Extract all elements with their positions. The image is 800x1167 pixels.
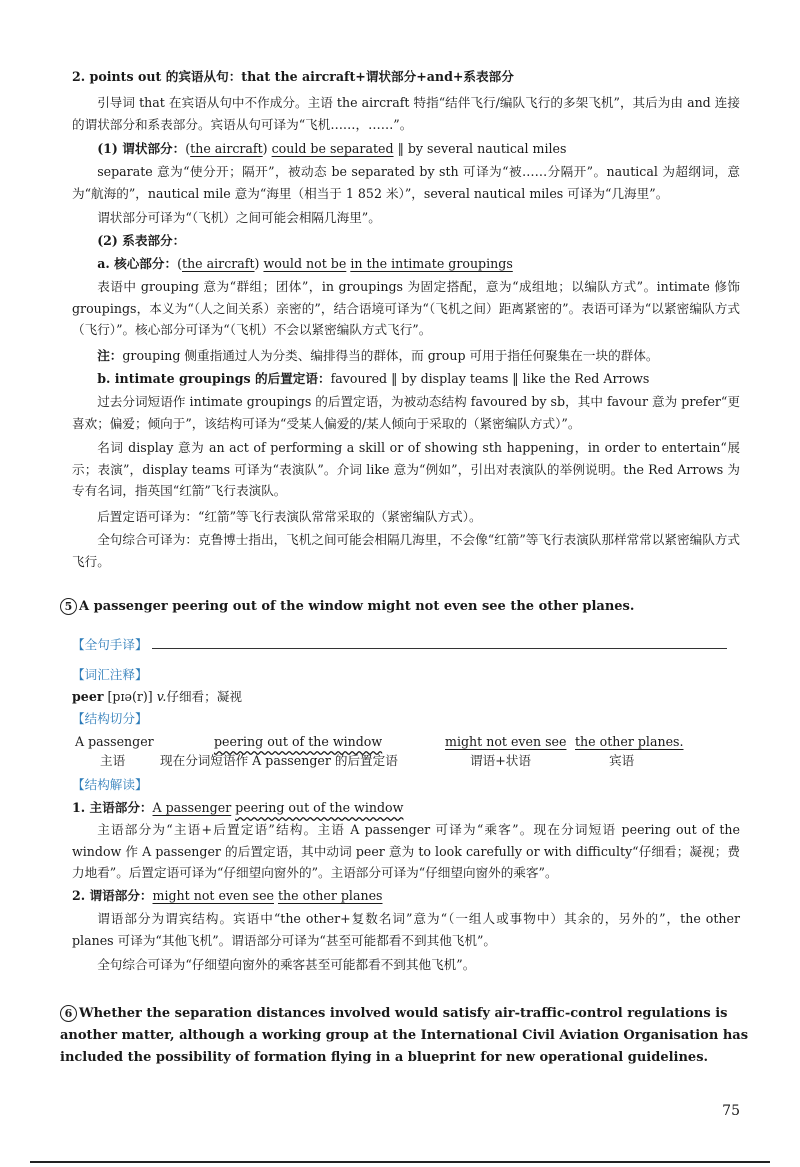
subsection-label: (1) 谓状部分：	[97, 141, 186, 156]
post-modifier-text: favoured ‖ by display teams ‖ like the Red Arrows	[330, 371, 650, 386]
predicate-part-label: 2. 谓语部分：	[72, 888, 153, 903]
adverbial-phrase: ‖ by several nautical miles	[397, 141, 567, 156]
sentence-number: 6	[60, 1005, 77, 1022]
vocab-pos: v.	[156, 689, 167, 704]
sentence-number: 5	[60, 598, 77, 615]
translation-blank[interactable]	[152, 636, 727, 649]
sentence-5	[60, 596, 750, 618]
full-translation-line	[72, 634, 740, 656]
predicate-part	[72, 885, 740, 907]
full-translation-label: 【全句手译】	[72, 637, 148, 652]
vocab-label: 【词汇注释】	[72, 667, 148, 682]
paragraph: 后置定语可译为：“红箭”等飞行表演队常常采取的（紧密编队方式）。	[97, 509, 482, 524]
structure-label: 【结构切分】	[72, 711, 148, 726]
sentence-text: Whether the separation distances involved would satisfy air-traffic-control regulations is another matter, although a working group at the International Civil Aviation Organisation has included the possibility of formation flying in a blueprint for new operational guidelines.	[60, 1006, 749, 1065]
subsection-2-label: (2) 系表部分：	[97, 233, 186, 248]
vocab-definition: 仔细看；凝视	[166, 689, 242, 704]
subject-word: A passenger	[152, 800, 232, 815]
segment-label: 谓语+状语	[470, 753, 531, 768]
sentence-6	[60, 1003, 750, 1069]
subject-part	[72, 797, 740, 819]
paragraph: 过去分词短语作 intimate groupings 的后置定语，为被动态结构 favoured by sb，其中 favour 意为 prefer“更喜欢；偏爱；倾向于”，该结构可译为“受某人偏爱的/某人倾向于采取的（紧密编队方式）”。	[72, 394, 740, 431]
reading-label: 【结构解读】	[72, 777, 148, 792]
vocab-word: peer	[72, 689, 104, 704]
paragraph: 引导词 that 在宾语从句中不作成分。主语 the aircraft 特指“结伴飞行/编队飞行的多架飞机”，其后为由 and 连接的谓状部分和系表部分。宾语从句可译为“飞机……，……”。	[72, 95, 740, 132]
core-part-label: a. 核心部分：	[97, 256, 178, 271]
paragraph: separate 意为“使分开；隔开”，被动态 be separated by sth 可译为“被……分隔开”。nautical 为超纲词，意为“航海的”，nautical mile 意为“海里（相当于 1 852 米）”，several nautical miles 可译为“几海里”。	[72, 164, 740, 201]
segment-label: 现在分词短语作 A passenger 的后置定语	[160, 753, 398, 768]
subject-part-label: 1. 主语部分：	[72, 800, 153, 815]
subject-phrase: the aircraft	[190, 141, 263, 156]
paragraph: 主语部分为“主语+后置定语”结构。主语 A passenger 可译为“乘客”。现在分词短语 peering out of the window 作 A passenger 的后置定语，其中动词 peer 意为 to look carefully or with difficulty“仔细看；凝视；费力地看”。后置定语可译为“仔细望向窗外的”。主语部分可译为“仔细望向窗外的乘客”。	[72, 822, 740, 881]
segment-label: 宾语	[609, 753, 635, 768]
segment-label: 主语	[100, 753, 126, 768]
paragraph: 全句综合可译为“仔细望向窗外的乘客甚至可能都看不到其他飞机”。	[97, 957, 476, 972]
predicate-phrase: would not be	[263, 256, 347, 271]
object-word: the other planes	[278, 888, 383, 903]
core-part: a. 核心部分：(the aircraft) would not be in the intimate groupings	[97, 256, 513, 271]
sentence-text: A passenger peering out of the window might not even see the other planes.	[79, 599, 635, 614]
section-heading-2: 2. points out 的宾语从句：that the aircraft+谓状部分+and+系表部分	[72, 69, 514, 84]
paragraph: 谓语部分为谓宾结构。宾语中“the other+复数名词”意为“（一组人或事物中）其余的，另外的”，the other planes 可译为“其他飞机”。谓语部分可译为“甚至可能都看不到其他飞机”。	[72, 911, 740, 948]
paragraph: 名词 display 意为 an act of performing a skill or of showing sth happening，in order to entertain“展示；表演”，display teams 可译为“表演队”。介词 like 意为“例如”，引出对表演队的举例说明。the Red Arrows 为专有名词，指英国“红箭”飞行表演队。	[72, 440, 740, 499]
note-label: 注：	[97, 348, 123, 363]
vocab-entry	[72, 686, 740, 708]
segment-object: the other planes.	[575, 734, 684, 749]
paragraph: 谓状部分可译为“（飞机）之间可能会相隔几海里”。	[97, 210, 381, 225]
predicate-word: might not even see	[152, 888, 274, 903]
post-modifier	[72, 368, 740, 390]
subsection-1: (1) 谓状部分：(the aircraft) could be separated ‖ by several nautical miles	[97, 141, 567, 156]
post-modifier-label: b. intimate groupings 的后置定语：	[97, 371, 331, 386]
complement-phrase: in the intimate groupings	[350, 256, 513, 271]
segment-predicate: might not even see	[445, 734, 567, 749]
predicate-phrase: could be separated	[271, 141, 394, 156]
note-text: grouping 侧重指通过人为分类、编排得当的群体，而 group 可用于指任何聚集在一块的群体。	[122, 348, 659, 363]
page-number: 75	[722, 1103, 740, 1119]
bottom-rule	[30, 1161, 770, 1163]
subject-phrase: the aircraft	[182, 256, 255, 271]
vocab-phonetic: [pɪə(r)]	[107, 689, 153, 704]
paragraph: 全句综合可译为：克鲁博士指出，飞机之间可能会相隔几海里，不会像“红箭”等飞行表演队那样常常以紧密编队方式飞行。	[72, 532, 740, 569]
segment-subject: A passenger	[75, 734, 154, 749]
note	[72, 345, 740, 367]
paragraph: 表语中 grouping 意为“群组；团体”，in groupings 为固定搭配，意为“成组地；以编队方式”。intimate 修饰 groupings，本义为“（人之间关系）亲密的”，结合语境可译为“（飞机之间）距离紧密的”。表语可译为“以紧密编队方式（飞行）”。核心部分可译为“（飞机）不会以紧密编队方式飞行”。	[72, 279, 740, 338]
subject-modifier: peering out of the window	[235, 800, 404, 815]
segment-post-modifier: peering out of the window	[214, 734, 383, 749]
